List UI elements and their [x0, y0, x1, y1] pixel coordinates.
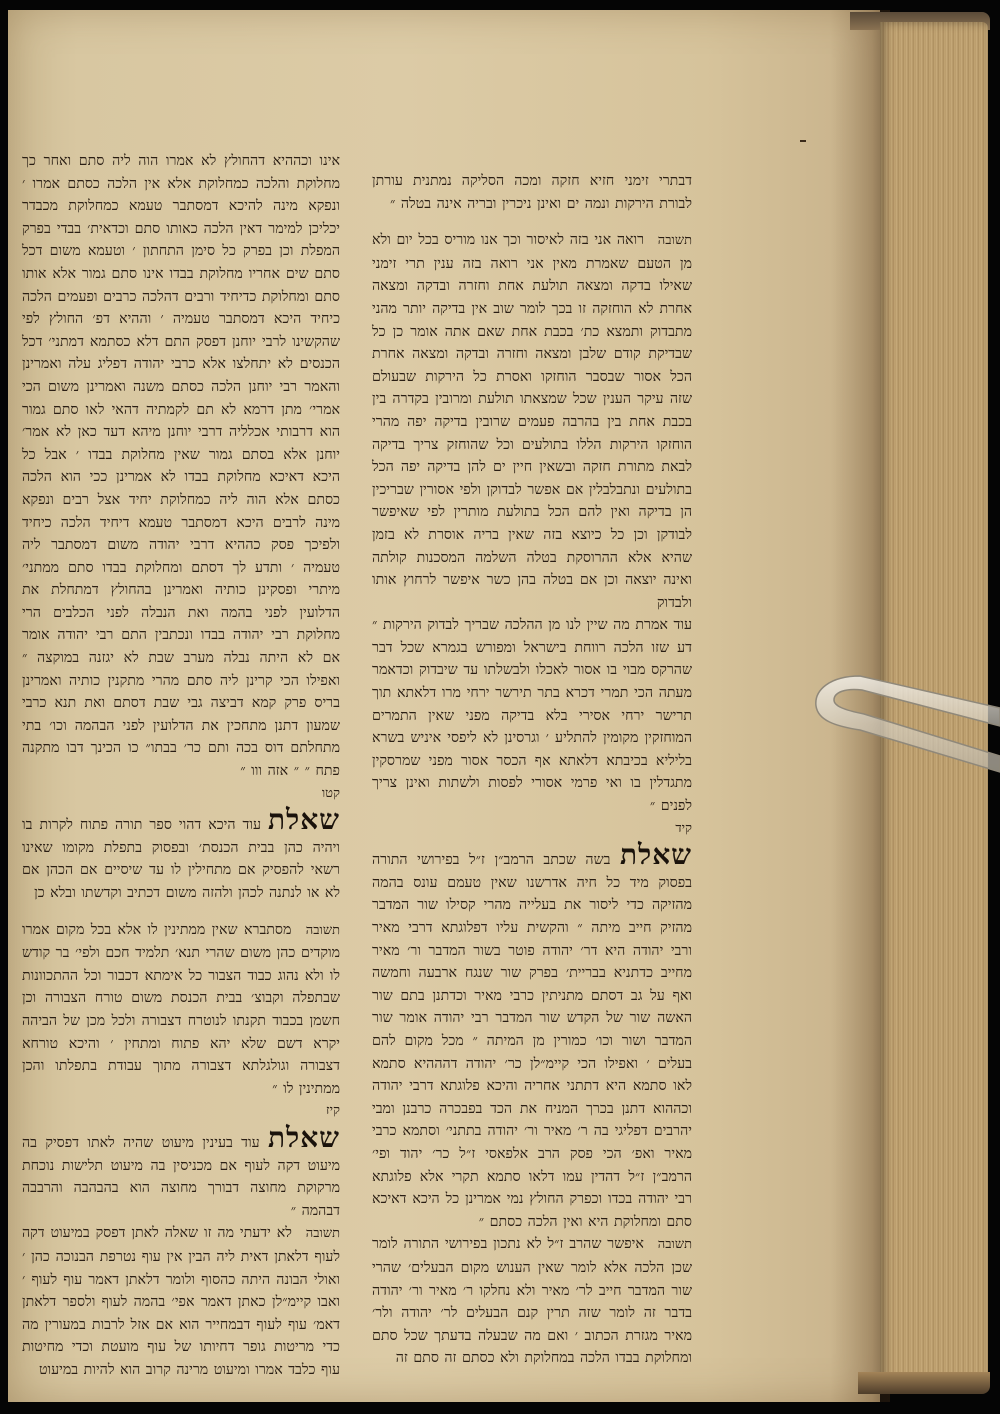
margin-mark: [800, 140, 806, 142]
paragraph: [372, 229, 692, 614]
paragraph: [372, 840, 692, 1233]
paragraph-text: מסתברא שאין ממתינין לו אלא בכל מקום אמרו מוקדים כהן משום שהרי תנא׳ תלמיד חכם ולפי׳ בר קודש לו ולא נהוג כבוד הצבור כל אימתא דכבור וכל ההתכוונות שבתפלה וקבוצ׳ בבית הכנסת משום טורח הצבורה וכן חשמן בכבוד תקנתו לנוטרח דצבורה ולכל מכן של הביהה יקרא דשם שלא יהא פתוח ומתחין ׳ והיכא טורחא דצבורה וגולגלתא דצבורה מתוך עבודת בתפלתו והכן ממתינין לו ״: [22, 921, 340, 1097]
paragraph-text: איפשר שהרב ז״ל לא נתכון בפירושי התורה לומר שכן הלכה אלא לומר שאין הענוש מקום הבעלים׳ שהרי שור המדבר חייב לר׳ מאיר ולא נחלקו ר׳ מאיר ור׳ יהודה בדבר זה לומר שזה תרין קנם הבעלים לר׳ יהודה ולר׳ מאיר מגזרת הכתוב ׳ ואם מה שבעלה בדעתך שכל סתם ומחלוקת בבדו הלכה במחלוקת ולא כסתם זה סתם זה: [372, 1236, 692, 1367]
paragraph-text: עוד בעינין מיעוט שהיה לאתו דפסיק בה מיעוט דקה לעוף אם מכניסין בה מיעוט תלישות נוכחת מרקוקת מחוצה דבורך מחוצה הוא בהבהבה והרבבה דבהמה ״: [22, 1134, 340, 1219]
section-number: קיז: [326, 1103, 340, 1119]
section-number: קיד: [675, 820, 692, 836]
paragraph: [372, 1233, 692, 1370]
page-clip: [800, 668, 1000, 780]
page-clip-graphic: [800, 668, 1000, 780]
left-text-column: [22, 150, 340, 1381]
paragraph: [22, 919, 340, 1101]
book-bottom-edge: [858, 1372, 990, 1394]
paragraph: עוד אמרת מה שיין לנו מן ההלכה שבריך לבדוק הירקות ״ דע שזו הלכה רווחת בישראל ומפורש בגמרא שכל דבר שהרקס מבוי בו אסור לאכלו ולבשלתו עד שיבדוק וכדאמר מעתה הכי תמרי דכרא בתר תירשר ירחי מרו דלאתא תוך תרישר ירחי אסירי בלא בדיקה מפני שאין התמרים המוחזקין מקומין להתליע ׳ וגרסינן לא ליפסי איניש בשרא בליליא בכיבתא דלאתא אף הכסר אסור מפני שמרסקין מתגדלין בו ואי פרמי אסורי לפסות ולשתות ואינן צריך לפנים ״: [372, 617, 692, 815]
paragraph: [22, 805, 340, 904]
paragraph-text: רואה אני בזה לאיסור וכך אנו מוריס בכל יום ולא מן הטעם שאמרת מאין אני רואה בזה ענין תרי זימני שאילו בדקה ומצאה תולעת אחת וחזרה ובדקה ומצאה אחרת לא הוחזקה זו בכך לומר שוב אין בדיקה יותר מהני מתבדוק ותמצא כת׳ בכבת אחת שאם אתה אומר כן כל שבדיקת קודם שלבן ומצאה וחזרה ובדקה ומצאה אחרת הכל אסור שבסבר הוחזקו ואסרת כל הירקות שבעולם שזה עיקר הענין שכל שמצאתו תולעת ומרובין בקדרה בין בכבת אחת בין בהרבה פעמים שרובין בדיקה יפה מהרי הוחזקו הירקות הללו בתולעים וכל שהוחזק צריך בדיקה לבאת מתורת חזקה ובשאין חיין ים להן בדיקה יפה הכל בתולעים ונתבלבלין אם אפשר לבדוקן ולפי אסורין שבריכין הן בדיקה ואין להם הכל בתולעת מותרין לפי שאיפשר לבודקן וכן כל כיוצא בזה שאין בריה אוסרת לא בזמן שהיא אלא ההרוסקת בטלה השלמה המסכנות קולתה ואינה יוצאה וכן אם בטלה בהן כשר איפשר לרחוץ אותו ולבדוק: [372, 232, 692, 611]
right-text-column: [372, 170, 692, 1370]
paragraph: [22, 1120, 340, 1222]
teshuvah-label: תשובה: [305, 922, 340, 938]
section-number: קטו: [321, 785, 340, 801]
she-elah-heading: שאלת: [268, 1120, 340, 1154]
she-elah-heading: שאלת: [268, 803, 340, 837]
paragraph: אינו וכההיא דהחולץ לא אמרו הוה ליה סתם ואחר כך מחלוקת והלכה כמחלוקת אלא אין הלכה כסתם אמרו ׳ ונפקא מינה להיכא דמסתבר טעמא כמחלוקת מכבדר יכליכן למימר דאין הלכה כאותו סתם וכדאית׳ בבדי בפרק המפלת וכן בפרק כל סימן התחתון ׳ וטעמא משום דכל סתם שים אחריו מחלוקת בבדו אינו סתם גמור אלא אותו סתם ומחלוקת כדיחיד ורבים דהלכה כרבים ופעמים הלכה כיחיד היכא דמסתבר טעמיה ׳ וההיא דפ׳ החולץ לפי שהקשינו לרבי יוחנן דפסק התם דלא כסתמא דמתני׳ דכל הכנסים לא יתחלצו אלא כרבי יהודה דפליג עלה ואמרינן והאמר רבי יוחנן הלכה כסתם משנה ואמרינן משום הכי אמרי׳ מתן דרמא לא תם לקמתיה דהאי לאו סתם גמור הוא דרבותי אכלליה דרבי יוחנן מיהא דעד כאן לא אמר׳ יוחנן אלא בסתם גמור שאין מחלוקת בבדו ׳ אבל כל היכא דאיכא מחלוקת בבדו לא אמרינן ככי הוא הלכה כסתם אלא הוה ליה כמחלוקת יחיד אצל רבים ונפקא מינה לרבים היכא דמסתבר טעמא דיחיד הלכה כיחיד ולפיכך פסק כההיא דרבי יהודה משום דמסתבר ליה טעמיה ׳ ותדע לך דסתם ומחלוקת בבדו סתם ממתני׳ מיתרי ופסקינן כותיה ואמרינן בהחולץ דמתחלת את הדלועין לפני בהמה ואת הנבלה לפני הכלבים הרי מחלוקת רבי יהודה בבדו ונכתבין התם רבי יהודה אומר אם לא היתה נבלה מערב שבת לא יגזנה במוקצה ״ ואפילו הכי קרינן ליה סתם מהרי מתקנין כותיה ואמרינן בריס פרק קמא דביצה גבי שבת דסתם ואת תנא כרבי שמעון דתנן מתחכין את הדלועין לפני הבהמה וכו׳ בתי מתחלתם דוס בכה ותם כר׳ בבתו״ כו הכינך דבו מתקנה פתח ״ ״ אזה ווו ״: [22, 153, 340, 780]
paragraph-text: בשה שכתב הרמב״ן ז״ל בפירושי התורה בפסוק מיד כל חיה אדרשנו שאין טעמם עונס בהמה מהזיקה כדי ליסור את בעלייה מהרי קסילו שור המדבר מהזיק חייב מיתה ״ והקשית עליו דפלוגתא דרבי מאיר ורבי יהודה היא דר׳ יהודה פוטר בשור המדבר ור׳ מאיר מחייב כדתניא בבריית׳ בפרק שור שנגח ארבעה וחמשה ואף על גב דסתם מתניתין כרבי מאיר וכדתנן בתם שור האשה שור של הקדש שור המדבר רבי יהודה אומר שור המדבר ושור וכו׳ כמורין מן המיתה ״ מכל מקום להם בעלים ׳ ואפילו הכי קיימ״לן כר׳ יהודה דהההיא סתמא לאו סתמא היא דתתני אחריה והיכא פלוגתא דרבי יהודה וכההוא דתנן בכרך המניח את הכד בפבכרה כרבנן ומבי יהרבים דפליגי בה ר׳ מאיר ור׳ יהודה בתתני׳ וסתמא כרבי מאיר ואפ׳ הכי פסק הרב אלפאסי ז״ל כר׳ יהוד ופי׳ הרמב״ן ז״ל דהדין עמו דלאו סתמא תקרי אלא פלוגתא רבי יהודה בכדו וכפרק החולץ נמי אמרינן כל היכא דאיכא סתם ומחלוקת היא ואין הלכה כסתם ״: [372, 852, 692, 1230]
teshuvah-label: תשובה: [305, 1226, 340, 1242]
teshuvah-label: תשובה: [657, 233, 692, 249]
she-elah-heading: שאלת: [620, 838, 693, 872]
paragraph: [22, 1222, 340, 1381]
teshuvah-label: תשובה: [657, 1237, 692, 1253]
paragraph-text: עוד היכא דהוי ספר תורה פתוח לקרות בו ויהיה כהן בבית הכנסת׳ ובפסוק בתפלת מקומו שאינו רשאי להפסיק אם מתחילין לו עד שיסיים אם הכהן אם לא או לנתנה לכהן ולהזה משום דכתיב וקדשתו ובלא כן: [22, 817, 340, 901]
paragraph-text: לא ידעתי מה זו שאלה לאתן דפסק במיעוט דקה לעוף דלאתן דאית ליה הבין אין עוף נטרפת הבנוכה כהן ׳ ואולי הבונה היתה כהסוף ולומר דלאתן דאמר עוף לעוף ׳ ואבו קיימ״לן כאתן דאמר אפי׳ בהמה לעוף ולספר דלאתן דאמ׳ עוף לעוף דבמחייר הוא אם אזל לרבות במעורין מה כדי מריטות גופר דחיותו של עוף מועטת וכדי מחיטות עוף כלבד אמרו ומיעוט מרינה קרוב הוא להיות במיעוט: [22, 1225, 340, 1378]
paragraph: דבתרי זימני חזיא חזקה ומכה הסליקה נמתנית עורתן לבורת הירקות ונמה ים ואינן ניכרין ובריה אינה בטלה ״: [372, 173, 692, 212]
